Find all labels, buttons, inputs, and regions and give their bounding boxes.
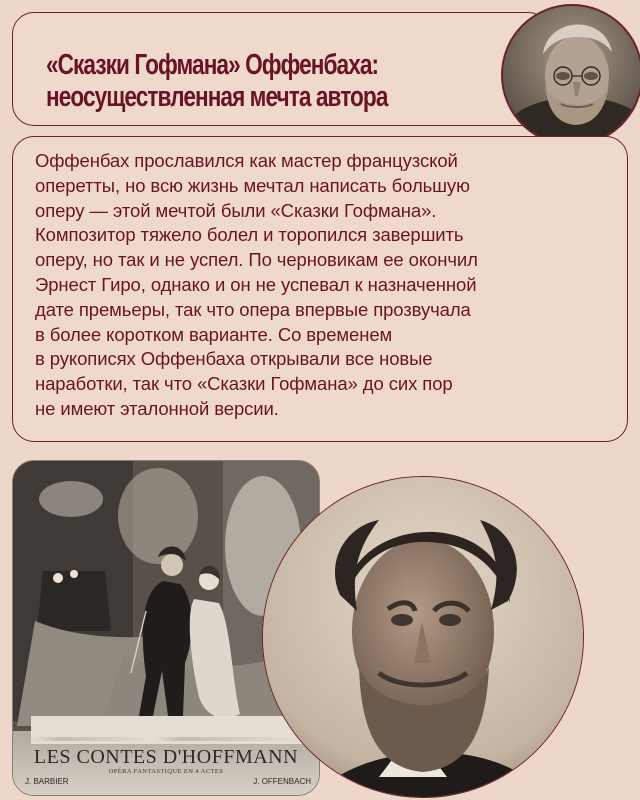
poster-left-credit: J. BARBIER [25,777,69,786]
article-text [35,149,607,422]
page-title [46,49,387,113]
ernest-guiraud-portrait-photo [262,476,584,798]
article-line-3: оперу — этой мечтой были «Сказки Гофмана». [35,199,437,221]
article-line-8: в более коротком варианте. Со временем [35,323,393,345]
article-line-11: не имеют эталонной версии. [35,397,279,419]
offenbach-portrait-photo [501,4,640,146]
article-line-2: оперетты, но всю жизнь мечтал написать большую [35,174,470,196]
offenbach-portrait-drawing [503,6,640,146]
article-line-9: в рукописях Оффенбаха открывали все новые [35,348,433,370]
poster-title: LES CONTES D'HOFFMANN [33,746,299,768]
article-line-6: Эрнест Гиро, однако и он не успевал к назначенной [35,273,477,295]
article-line-4: Композитор тяжело болел и торопился завершить [35,224,464,246]
article-line-5: оперу, но так и не успел. По черновикам ее окончил [35,249,478,271]
article-panel [12,136,628,442]
title-line-1: «Сказки Гофмана» Оффенбаха: [46,49,379,81]
article-line-1: Оффенбах прославился как мастер французской [35,150,458,171]
article-line-7: дате премьеры, так что опера впервые прозвучала [35,298,471,320]
article-line-10: наработки, так что «Сказки Гофмана» до сих пор [35,373,453,395]
poster-small-print [33,737,303,741]
poster-subtitle: OPÉRA FANTASTIQUE EN 4 ACTES [108,768,224,775]
title-line-2: неосуществленная мечта автора [46,81,388,113]
guiraud-portrait-drawing [263,477,584,798]
title-panel [12,12,550,126]
poster-right-credit: J. OFFENBACH [253,777,311,786]
